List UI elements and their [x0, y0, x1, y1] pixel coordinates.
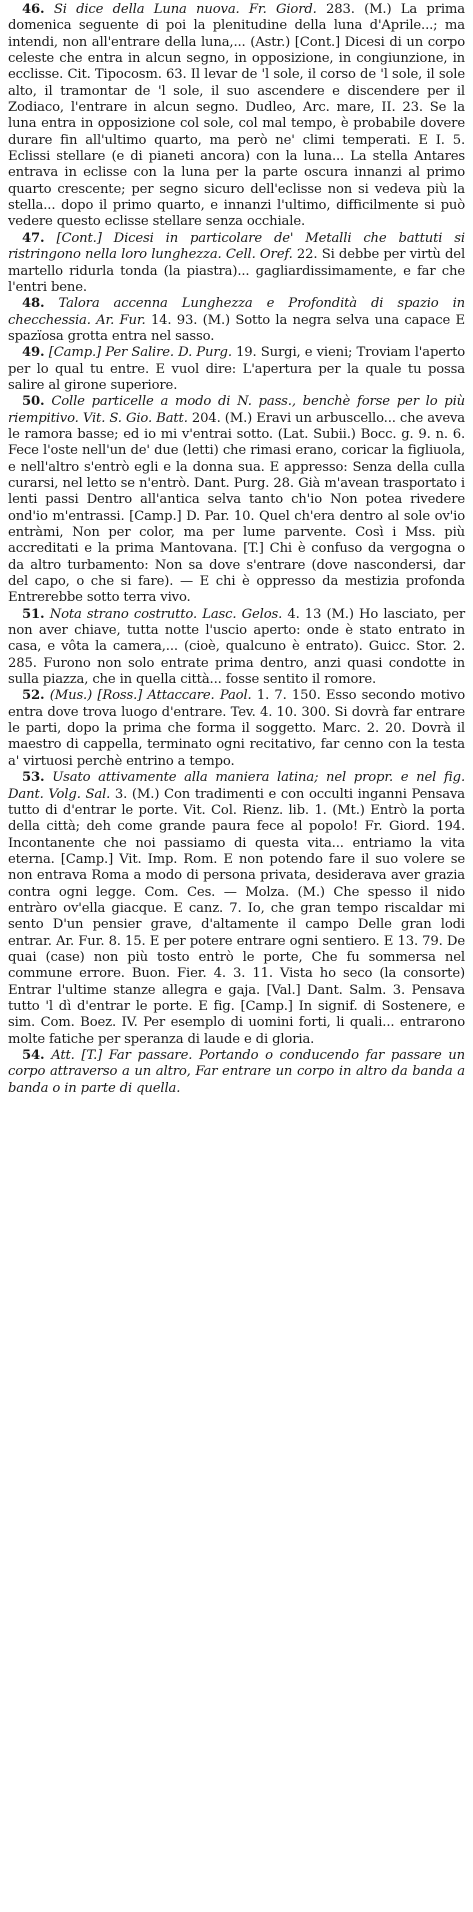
entry-gloss: Att. [T.] Far passare. Portando o conducendo far passare un corpo attraverso a un altro, Far entrare un corpo in altro da banda a banda o in parte di quella. — [8, 1048, 465, 1096]
entry-gloss: Colle particelle a modo di N. pass., benchè forse per lo più riempitivo. Vit. S. Gio. Batt. — [8, 394, 466, 426]
entry-gloss: (Mus.) [Ross.] Attaccare. Paol. — [49, 688, 252, 704]
entry-52 — [8, 688, 465, 770]
entry-number: 48. — [22, 296, 45, 312]
entry-50 — [8, 394, 465, 606]
entry-text: 19. Surgi, e vieni; Troviam l'aperto per lo qual tu entre. E vuol dire: L'apertura per la quale tu possa salire al girone superiore. — [8, 345, 466, 393]
entry-number: 50. — [22, 394, 45, 410]
entry-number: 47. — [22, 230, 45, 246]
entry-gloss: [Cont.] Dicesi in particolare de' Metalli che battuti si ristringono nella loro lunghezza. Cell. Oref. — [8, 230, 465, 263]
entry-number: 53. — [22, 770, 45, 786]
entry-gloss: [Camp.] Per Salire. D. Purg. — [48, 345, 232, 361]
entry-number: 51. — [22, 606, 45, 622]
entry-number: 46. — [22, 2, 45, 17]
entry-gloss: Nota strano costrutto. Lasc. Gelos. — [49, 606, 283, 622]
entry-text: 14. 93. (M.) Sotto la negra selva una capace E spazïosa grotta entra nel sasso. — [8, 312, 465, 344]
entry-gloss: Talora accenna Lunghezza e Profondità di spazio in checchessia. Ar. Fur. — [8, 296, 465, 328]
entry-text: 204. (M.) Eravi un arbuscello... che aveva le ramora basse; ed io mi v'entrai sotto. (Lat. Subii.) Bocc. g. 9. n. 6. Fece l'oste nell'un de' due (letti) che rimasi erano, coricar la figliuola, e nell'altro s'entrò egli e la donna sua. E appresso: Senza della culla curarsi, nel letto se n'entrò. Dant. Purg. 28. Già m'avean trasportato i lenti passi Dentro all'antica selva tanto ch'io Non potea rivedere ond'io m'entrassi. [Camp.] D. Par. 10. Quel ch'era dentro al sole ov'io entràmi, Non per color, ma per lume parvente. Così i Mss. più accreditati e la prima Mantovana. [T.] Chi è confuso da vergogna o da altro turbamento: Non sa dove s'entrare (dove nascondersi, dar del capo, o che si fare). — E chi è oppresso da mestizia profonda Entrerebbe sotto terra vivo. — [8, 410, 465, 606]
entry-47 — [8, 231, 465, 296]
entry-51 — [8, 607, 465, 689]
entry-54 — [8, 1048, 465, 1097]
entry-46 — [8, 2, 465, 231]
entry-number: 49. — [22, 345, 45, 361]
entry-53 — [8, 770, 465, 1048]
entry-gloss: Usato attivamente alla maniera latina; nel propr. e nel fig. Dant. Volg. Sal. — [8, 770, 466, 802]
entry-text: 1. 7. 150. Esso secondo motivo entra dove trova luogo d'entrare. Tev. 4. 10. 300. Si dovrà far entrare le parti, dopo la prima che forma il soggetto. Marc. 2. 20. Dovrà il maestro di cappella, terminato ogni recitativo, far cenno con la testa a' virtuosi perchè entrino a tempo. — [8, 688, 466, 769]
entry-text: 22. Si debbe per virtù del martello ridurla tonda (la piastra)... gagliardissimamente, e far che l'entri bene. — [8, 247, 466, 295]
entry-text: 4. 13 (M.) Ho lasciato, per non aver chiave, tutta notte l'uscio aperto: onde è stato entrato in casa, e vôta la camera,... (cioè, qualcuno è entrato). Guicc. Stor. 2. 285. Furono non solo entrate prima dentro, anzi quasi condotte in sulla piazza, che in quella città... fosse sentito il romore. — [8, 606, 466, 688]
entry-text: 3. (M.) Con tradimenti e con occulti inganni Pensava tutto di d'entrar le porte. Vit. Col. Rienz. lib. 1. (Mt.) Entrò la porta della città; deh come grande paura fece al popolo! Fr. Giord. 194. Incontanente che noi passiamo di questa vita... entriamo la vita eterna. [Camp.] Vit. Imp. Rom. E non potendo fare il suo volere se non entrava Roma a modo di persona privata, desiderava aver grazia contra ogni legge. Com. Ces. — Molza. (M.) Che spesso il nido entràro ov'ella giacque. E canz. 7. Io, che gran tempo riscaldar mi sento D'un pensier grave, d'altamente il campo Delle gran lodi entrar. Ar. Fur. 8. 15. E per potere entrare ogni sentiero. E 13. 79. De quai (case) non più tosto entrò le porte, Che fu sommersa nel commune errore. Buon. Fier. 4. 3. 11. Vista ho seco (la consorte) Entrar l'ultime stanze allegra e gaja. [Val.] Dant. Salm. 3. Pensava tutto 'l dì d'entrar le porte. E fig. [Camp.] In signif. di Sostenere, e sim. Com. Boez. IV. Per esemplo di uomini forti, li quali... entrarono molte fatiche per speranza di laude e di gloria. — [8, 786, 465, 1047]
entry-49 — [8, 345, 465, 394]
entry-gloss: Si dice della Luna nuova. Fr. Giord. — [53, 2, 317, 17]
entry-number: 52. — [22, 688, 45, 704]
entry-text: 283. (M.) La prima domenica seguente di poi la plenitudine della luna d'Aprile...; ma intendi, non all'entrare della luna,... (Astr.) [Cont.] Dicesi di un corpo celeste che entra in alcun segno, in opposizione, in congiunzione, in ecclisse. Cit. Tipocosm. 63. Il levar de 'l sole, il corso de 'l sole, il sole alto, il tramontar de 'l sole, il suo ascendere e discendere per il Zodiaco, l'entrare in alcun segno. Dudleo, Arc. mare, II. 23. Se la luna entra in opposizione col sole, col mal tempo, è probabile dovere durare fin all'ultimo quarto, ma però ne' climi temperati. E I. 5. Eclissi stellare (e di pianeti ancora) con la luna... La stella Antares entrava in eclisse con la luna per la parte oscura innanzi al primo quarto crescente; per segno sicuro dell'eclisse non si vedeva più la stella... dopo il primo quarto, e innanzi l'ultimo, difficilmente si può vedere questo eclisse stellare senza occhiale. — [8, 2, 465, 230]
entry-48 — [8, 296, 465, 345]
entry-number: 54. — [22, 1048, 45, 1063]
